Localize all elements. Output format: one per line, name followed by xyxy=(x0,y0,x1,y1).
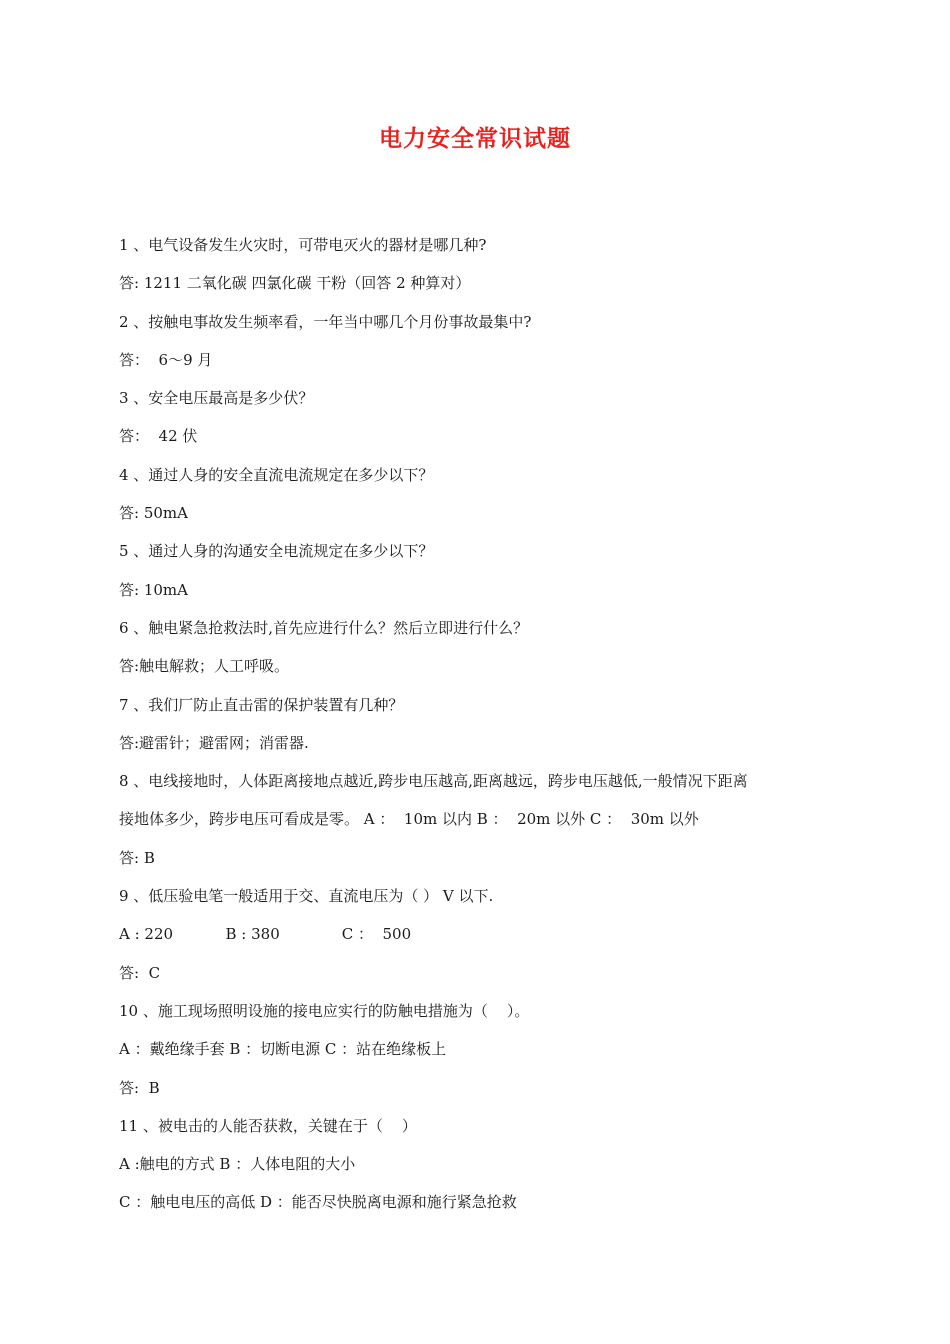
question-5: 5 、通过人身的沟通安全电流规定在多少以下？ xyxy=(119,542,434,561)
question-8-line-1: 8 、电线接地时，人体距离接地点越近,跨步电压越高,距离越远，跨步电压越低,一般情况下距离 xyxy=(119,772,748,791)
answer-10: 答: B xyxy=(119,1078,160,1097)
answer-8: 答: B xyxy=(119,848,155,867)
answer-1: 答: 1211 二氧化碳 四氯化碳 干粉（回答 2 种算对） xyxy=(119,274,471,293)
question-1: 1 、电气设备发生火灾时，可带电灭火的器材是哪几种? xyxy=(119,236,487,254)
answer-4: 答: 50mA xyxy=(119,504,188,523)
question-10: 10 、施工现场照明设施的接电应实行的防触电措施为（ ）。 xyxy=(119,1001,530,1020)
document-title: 电力安全常识试题 xyxy=(379,126,571,152)
question-7: 7 、我们厂防止直击雷的保护装置有几种？ xyxy=(119,695,404,714)
question-3: 3 、安全电压最高是多少伏？ xyxy=(119,389,314,408)
question-11: 11 、被电击的人能否获救，关键在于（ ） xyxy=(119,1116,417,1135)
question-2: 2 、按触电事故发生频率看，一年当中哪几个月份事故最集中? xyxy=(119,312,532,331)
answer-2: 答： 6～9 月 xyxy=(119,350,213,369)
answer-3: 答： 42 伏 xyxy=(119,427,198,446)
answer-5: 答: 10mA xyxy=(119,580,188,599)
answer-6: 答:触电解救；人工呼吸。 xyxy=(119,657,290,676)
answer-9: 答: C xyxy=(119,963,161,982)
question-9: 9 、低压验电笔一般适用于交、直流电压为（ ） V 以下. xyxy=(119,887,494,906)
question-4: 4 、通过人身的安全直流电流规定在多少以下？ xyxy=(119,465,434,484)
options-10: A ：戴绝缘手套 B ：切断电源 C ：站在绝缘板上 xyxy=(119,1040,447,1059)
options-11-line-1: A :触电的方式 B ：人体电阻的大小 xyxy=(119,1155,356,1174)
options-9: A : 220 B : 380 C ： 500 xyxy=(119,925,412,944)
question-8-line-2: 接地体多少，跨步电压可看成是零。 A ： 10m 以内 B ： 20m 以外 C ： 30m 以外 xyxy=(119,810,699,829)
question-list xyxy=(119,226,834,1222)
question-6: 6 、触电紧急抢救法时,首先应进行什么？然后立即进行什么？ xyxy=(119,618,529,637)
answer-7: 答:避雷针；避雷网；消雷器. xyxy=(119,733,309,752)
options-11-line-2: C ：触电电压的高低 D ：能否尽快脱离电源和施行紧急抢救 xyxy=(119,1193,517,1212)
